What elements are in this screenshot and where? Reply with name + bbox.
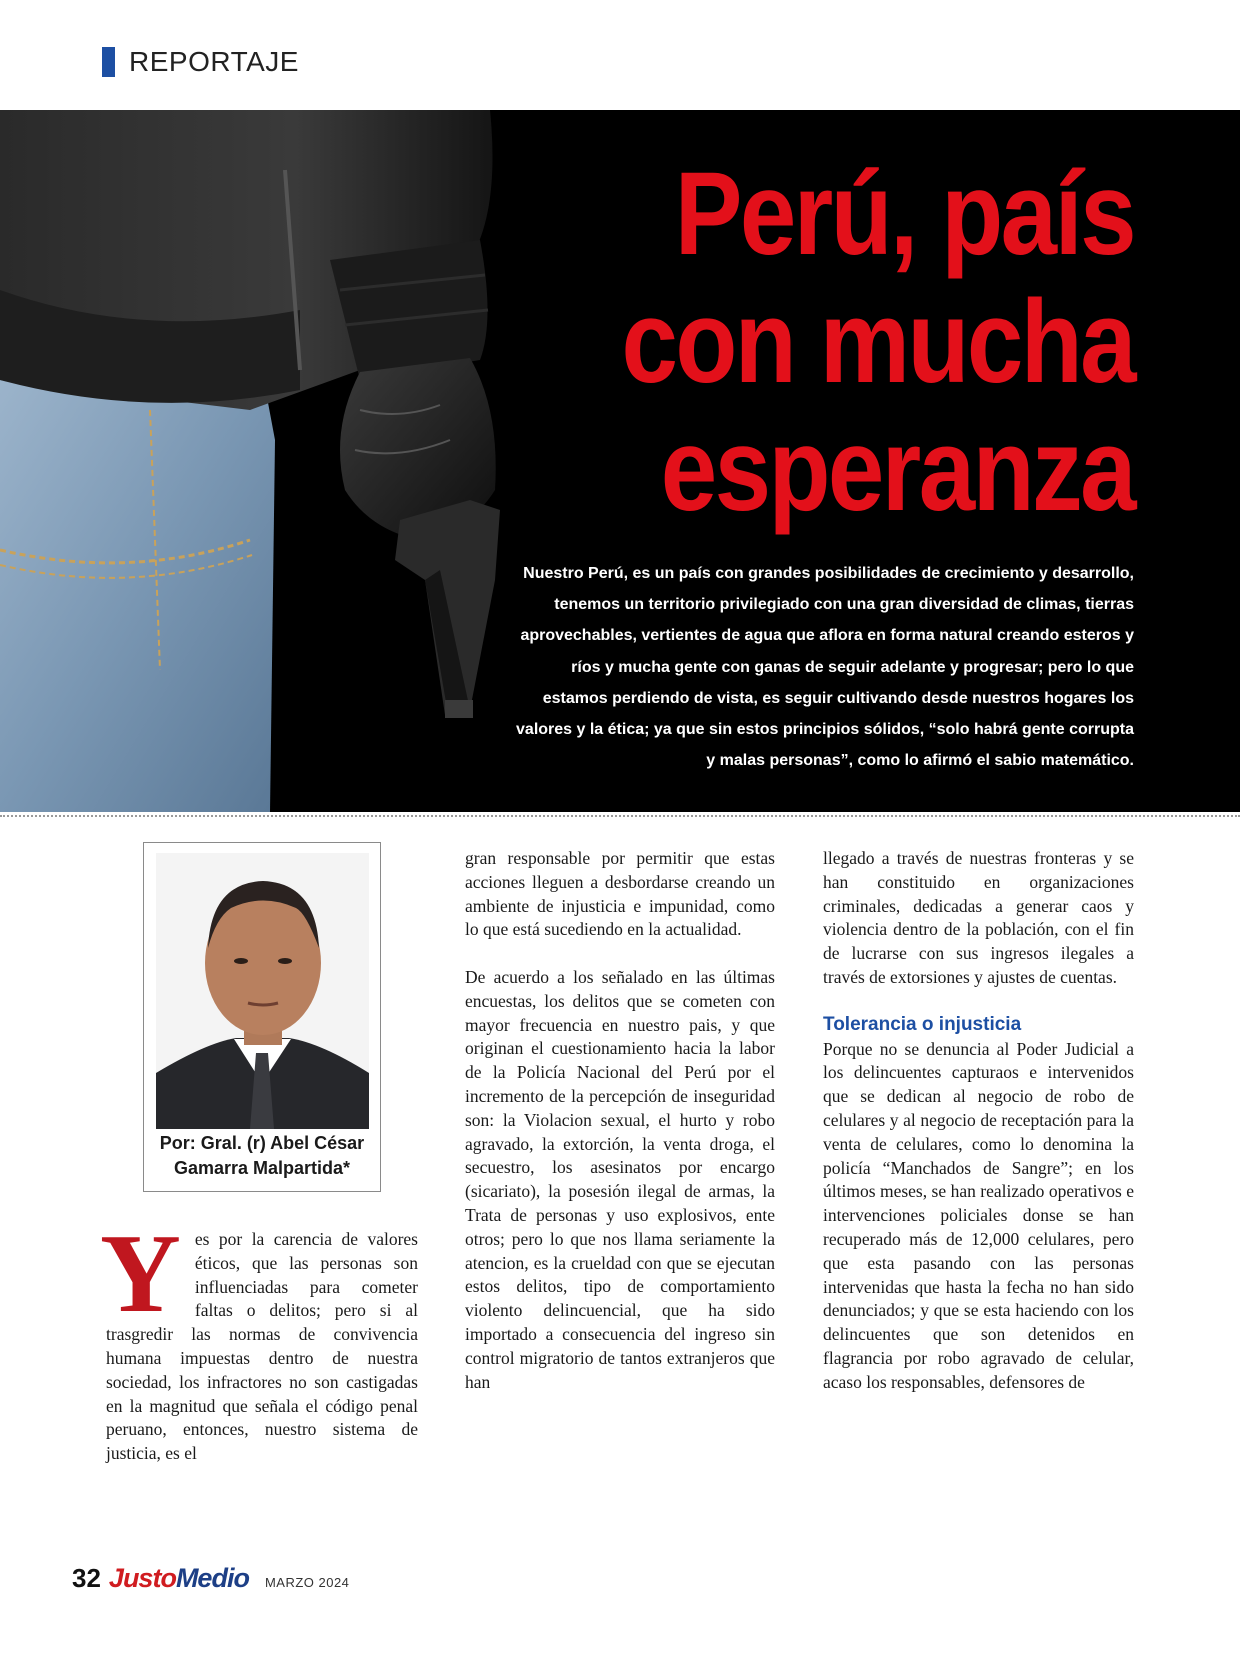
- article-paragraph: llegado a través de nuestras fronteras y se han constituido en organizaciones criminales, dedicadas a generar caos y violencia dentro de la población, con el fin de lucrarse con sus ingresos ilegales a través de extorsiones y ajustes de cuentas.: [823, 848, 1134, 987]
- article-column-3: [823, 847, 1134, 1418]
- section-label: REPORTAJE: [129, 46, 299, 77]
- headline-line-2: con mucha: [621, 276, 1134, 408]
- author-caption: [144, 1131, 380, 1181]
- article-paragraph: Porque no se denuncia al Poder Judicial a los delincuentes capturaos e intervenidos que se dedican al negocio de robo de celulares y al negocio de receptación para la venta de celulares, como lo denomina la policía “Manchados de Sangre”; en los últimos meses, se han realizado operativos e intervenciones policiales donse se han recuperado más de 12,000 celulares, pero que esta pasando con las personas intervenidas que hasta la fecha no han sido denunciados; y que se esta haciendo con los delincuentes que son detenidos en flagrancia por robo agravado de celular, acaso los responsables, defensores de: [823, 1038, 1134, 1392]
- section-header: [102, 44, 299, 80]
- headline-line-1: Perú, país: [674, 148, 1134, 280]
- author-caption-line-2: Gamarra Malpartida*: [173, 1158, 351, 1178]
- article-paragraph: es por la carencia de valores éticos, que las personas son influenciadas para cometer faltas o delitos; pero si al trasgredir las normas de convivencia humana impuestas dentro de nuestra sociedad, los infractores no son castigadas en la magnitud que señala el código penal peruano, entonces, nuestro sistema de justicia, es el: [106, 1229, 418, 1464]
- hero-banner: [0, 110, 1240, 812]
- page-number: 32: [72, 1563, 101, 1593]
- headline-line-3: esperanza: [660, 404, 1134, 536]
- article-paragraph: gran responsable por permitir que estas acciones lleguen a desbordarse creando un ambiente de injusticia e impunidad, como lo que está sucediendo en la actualidad.: [465, 848, 775, 940]
- hand-holding-gun-illustration: [0, 110, 560, 812]
- section-accent-bar: [102, 47, 115, 77]
- article-column-1: [100, 1212, 418, 1466]
- headline: [584, 150, 1134, 534]
- author-caption-line-1: Por: Gral. (r) Abel César: [159, 1133, 365, 1153]
- article-paragraph: De acuerdo a los señalado en las últimas encuestas, los delitos que se cometen con mayor frecuencia en nuestro pais, y que originan el cuestionamiento hacia la labor de la Policía Nacional del Perú por el incremento de la percepción de inseguridad son: la Violacion sexual, el hurto y robo agravado, la extorción, la venta droga, el secuestro, los asesinatos por encargo (sicariato), la posesión ilegal de armas, la Trata de personas y uso explosivos, ente otros; pero lo que nos llama seriamente la atencion, es la crueldad con que se ejecutan estos delitos, tipo de comportamiento violento delincuencial, que ha sido importado a consecuencia del ingreso sin control migratorio de tantos extranjeros que han: [465, 966, 775, 1392]
- lead-paragraph: Nuestro Perú, es un país con grandes posibilidades de crecimiento y desarrollo, tenemos un territorio privilegiado con una gran diversidad de climas, tierras aprovechables, vertientes de agua que aflora en forma natural creando esteros y ríos y mucha gente con ganas de seguir adelante y progresar; pero lo que estamos perdiendo de vista, es seguir cultivando desde nuestros hogares los valores y la ética; ya que sin estos principios sólidos, “solo habrá gente corrupta y malas personas”, como lo afirmó el sabio matemático.: [516, 565, 1134, 770]
- article-column-2: [465, 847, 775, 1418]
- author-box: [143, 842, 381, 1192]
- magazine-logo-part-2: Medio: [175, 1563, 249, 1593]
- page-footer: [72, 1563, 349, 1603]
- section-divider: [0, 815, 1240, 817]
- issue-date: MARZO 2024: [264, 1575, 350, 1590]
- magazine-logo-part-1: Justo: [108, 1563, 176, 1593]
- author-portrait: [156, 853, 369, 1129]
- subheading: Tolerancia o injusticia: [823, 1013, 1022, 1035]
- drop-cap: Y: [100, 1212, 181, 1336]
